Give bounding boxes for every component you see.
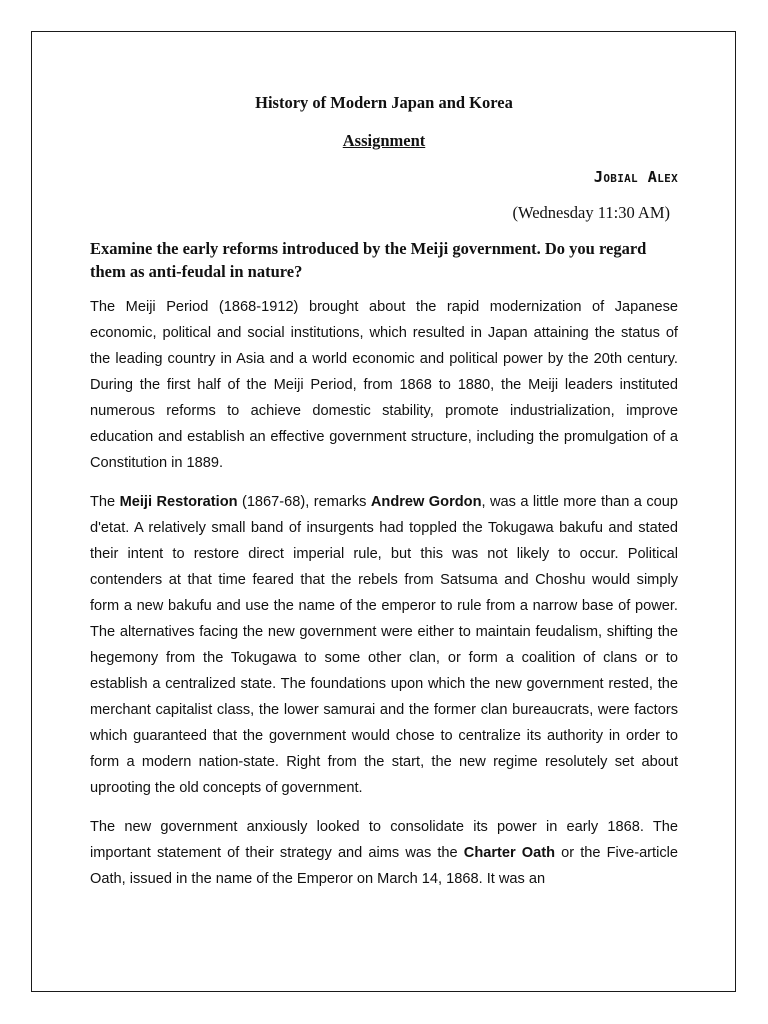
keyword-charter-oath: Charter Oath	[463, 845, 556, 861]
keyword-meiji-restoration: Meiji Restoration	[119, 494, 238, 510]
paragraph-3-text: The new government anxiously looked to consolidate its power in early 1868. The important statement of their strategy and aims was the	[90, 819, 678, 861]
essay-question: Examine the early reforms introduced by the Meiji government. Do you regard them as anti-feudal in nature?	[90, 239, 647, 281]
keyword-andrew-gordon: Andrew Gordon	[370, 494, 482, 510]
document-page	[90, 88, 678, 892]
assignment-heading: Assignment	[342, 131, 426, 150]
course-title: History of Modern Japan and Korea	[255, 93, 513, 112]
paragraph-2	[90, 489, 678, 801]
paragraph-2-text: (1867-68), remarks	[237, 494, 371, 510]
paragraph-3-text: or the Five-article Oath, issued in the name of the Emperor on March 14, 1868. It was an	[90, 845, 678, 887]
paragraph-3	[90, 814, 678, 892]
paragraph-1: The Meiji Period (1868-1912) brought about the rapid modernization of Japanese economic, political and social institutions, which resulted in Japan attaining the status of the leading country in Asia and a world economic and political power by the 20th century. During the first half of the Meiji Period, from 1868 to 1880, the Meiji leaders instituted numerous reforms to achieve domestic stability, promote industrialization, improve education and establish an effective government structure, including the promulgation of a Constitution in 1889.	[90, 299, 678, 471]
session-time: (Wednesday 11:30 AM)	[512, 203, 670, 222]
paragraph-2-text: , was a little more than a coup d'etat. A relatively small band of insurgents had toppled the Tokugawa bakufu and stated their intent to restore direct imperial rule, but this was not likely to occur. Political contenders at that time feared that the rebels from Satsuma and Choshu would simply form a new bakufu and use the name of the emperor to rule from a narrow base of power. The alternatives facing the new government were either to maintain feudalism, shifting the hegemony from the Tokugawa to some other clan, or form a coalition of clans or to establish a centralized state. The foundations upon which the new government rested, the merchant capitalist class, the lower samurai and the former clan bureaucrats, were factors which guaranteed that the government would chose to centralize its authority in order to form a modern nation-state. Right from the start, the new regime resolutely set about uprooting the old concepts of government.	[90, 494, 678, 796]
paragraph-2-text: The	[90, 494, 120, 510]
author-name: Jobial Alex	[593, 168, 678, 186]
